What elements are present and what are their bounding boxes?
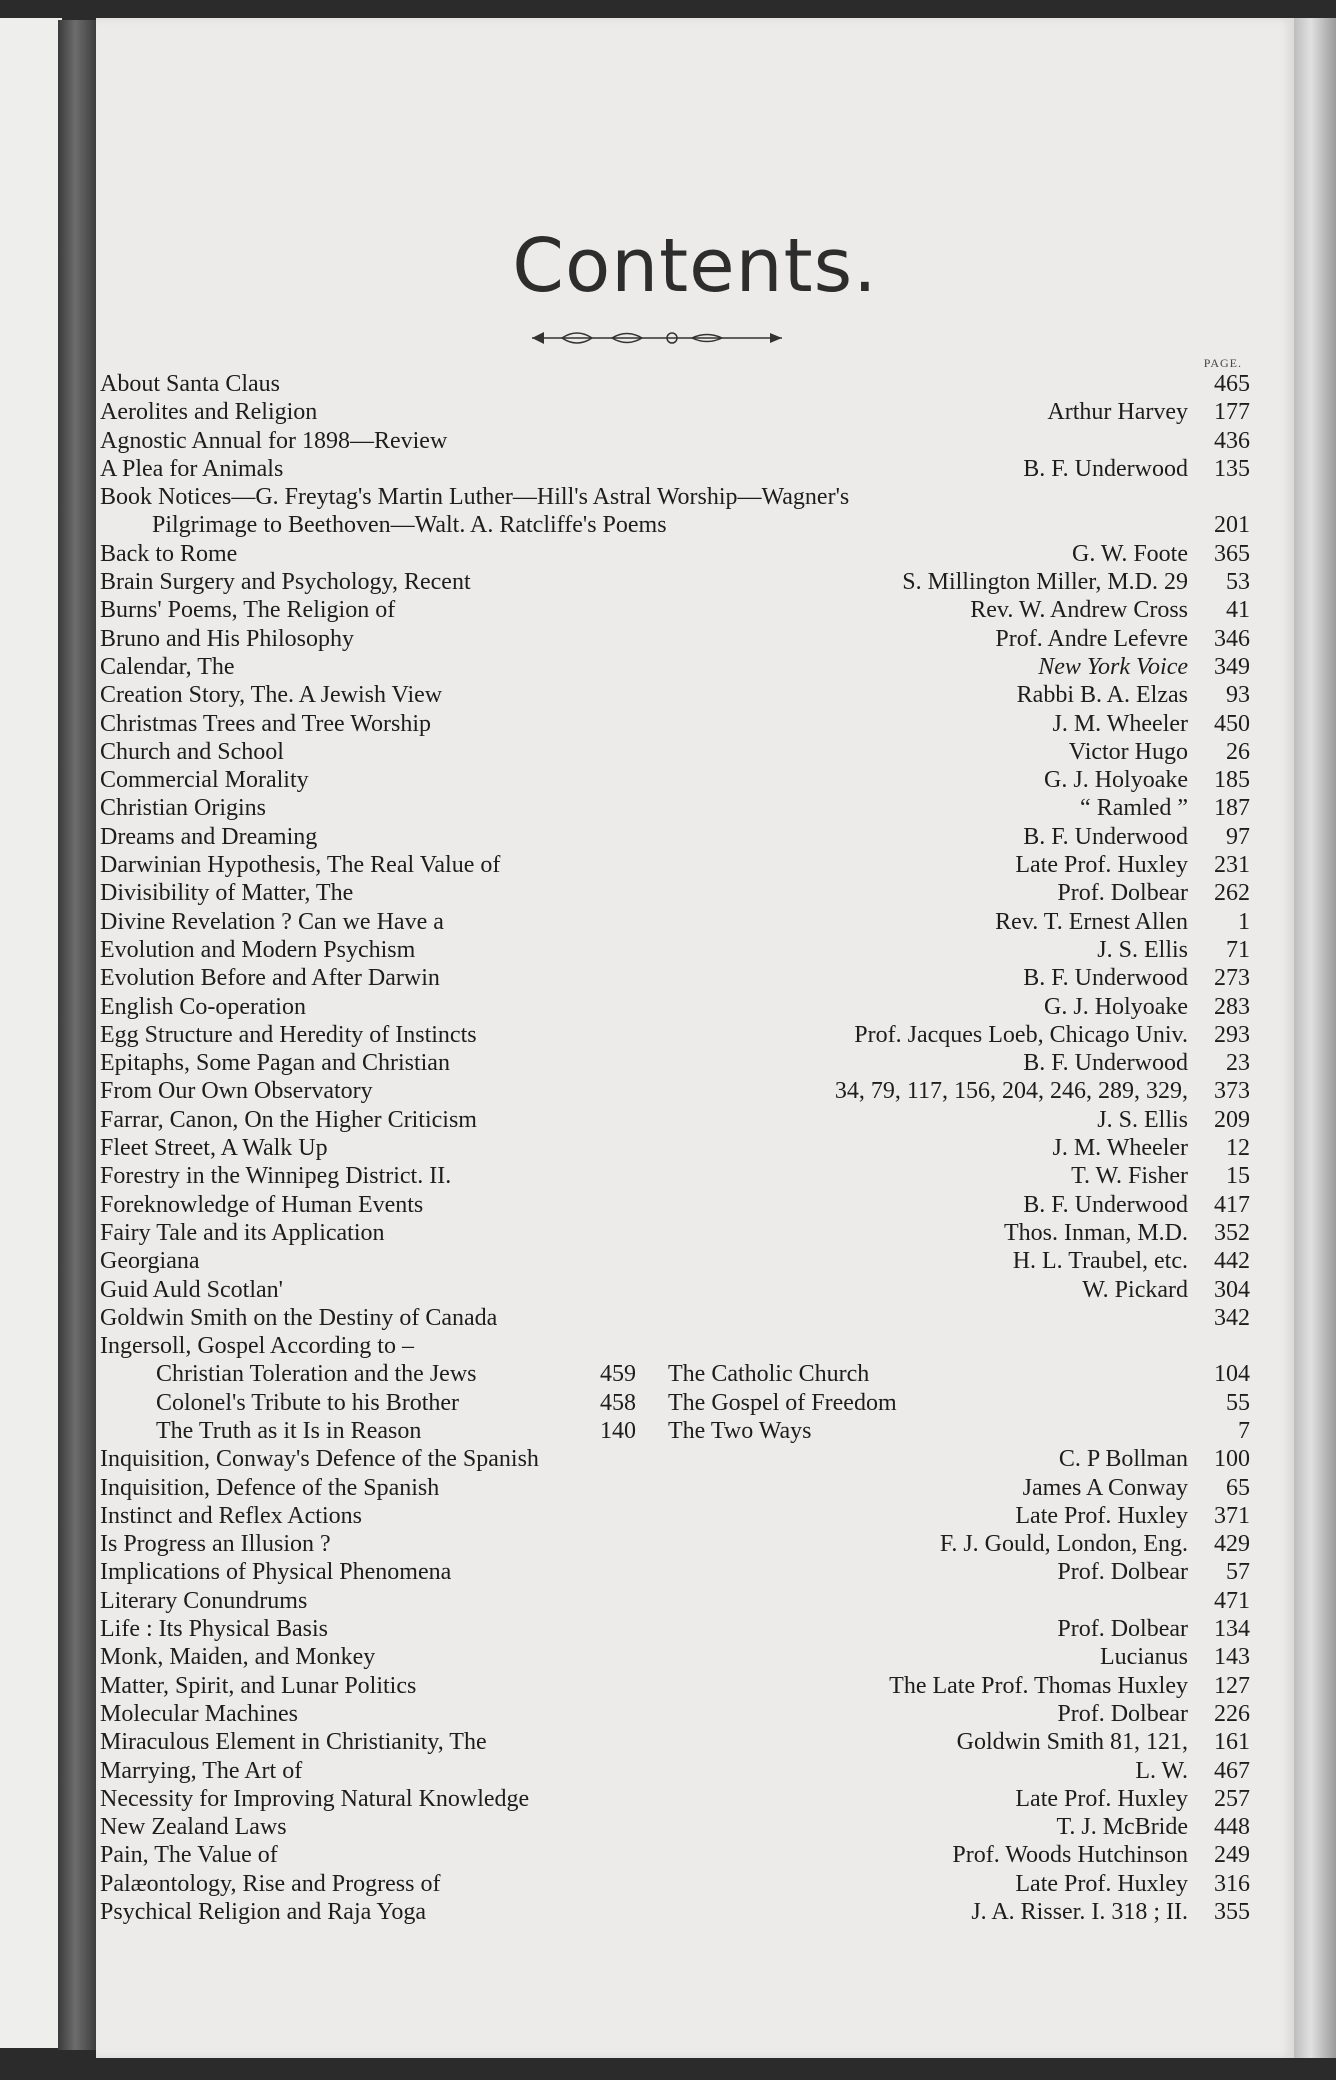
entry-author: J. S. Ellis [1097, 936, 1188, 963]
entry-title: Aerolites and Religion [100, 399, 318, 426]
entry-title: New Zealand Laws [100, 1814, 287, 1841]
entry-page: 304 [1214, 1276, 1250, 1303]
entry-title: From Our Own Observatory [100, 1078, 373, 1105]
contents-entry [100, 483, 1250, 511]
entry-author: “ Ramled ” [1080, 795, 1188, 822]
entry-author: James A Conway [1022, 1474, 1188, 1501]
contents-entry [100, 1757, 1250, 1785]
entry-author: J. A. Risser. I. 318 ; II. [971, 1899, 1188, 1926]
entry-page: 12 [1226, 1135, 1250, 1162]
entry-title: Egg Structure and Heredity of Instincts [100, 1021, 477, 1048]
entry-title: Matter, Spirit, and Lunar Politics [100, 1672, 417, 1699]
entry-page: 349 [1214, 653, 1250, 680]
entry-title: Goldwin Smith on the Destiny of Canada [100, 1304, 498, 1331]
contents-entry [100, 936, 1250, 964]
entry-author: B. F. Underwood [1023, 965, 1188, 992]
entry-author: Prof. Dolbear [1057, 880, 1188, 907]
entry-author: The Late Prof. Thomas Huxley [889, 1672, 1188, 1699]
subentry-page: 55 [1226, 1389, 1250, 1416]
entry-page: 355 [1214, 1899, 1250, 1926]
entry-title: Molecular Machines [100, 1700, 298, 1727]
entry-title: A Plea for Animals [100, 455, 284, 482]
entry-page: 283 [1214, 993, 1250, 1020]
entry-title: Monk, Maiden, and Monkey [100, 1644, 376, 1671]
entry-page: 15 [1226, 1163, 1250, 1190]
entry-title: Bruno and His Philosophy [100, 625, 355, 652]
entry-author: T. J. McBride [1056, 1814, 1188, 1841]
contents-entry [100, 1191, 1250, 1219]
entry-title: Divisibility of Matter, The [100, 880, 354, 907]
entry-author: Prof. Jacques Loeb, Chicago Univ. [854, 1021, 1188, 1048]
page-title: Contents. [512, 223, 878, 309]
entry-page: 465 [1214, 371, 1250, 397]
contents-entry [100, 1558, 1250, 1586]
entry-author: Late Prof. Huxley [1015, 852, 1188, 879]
subentry-title: The Gospel of Freedom [668, 1389, 897, 1416]
entry-author: W. Pickard [1082, 1276, 1188, 1303]
entry-title: Guid Auld Scotlan' [100, 1276, 283, 1303]
subentry-page: 459 [600, 1361, 636, 1388]
entry-page: 57 [1226, 1559, 1250, 1586]
contents-entry [100, 1898, 1250, 1926]
entry-title: Marrying, The Art of [100, 1757, 303, 1784]
contents-entry [100, 681, 1250, 709]
entry-page: 71 [1226, 936, 1250, 963]
entry-author: Goldwin Smith 81, 121, [956, 1729, 1188, 1756]
entry-page: 342 [1214, 1304, 1250, 1331]
entry-page: 93 [1226, 682, 1250, 709]
contents-entry [100, 1162, 1250, 1190]
contents-entry [100, 964, 1250, 992]
entry-author: T. W. Fisher [1071, 1163, 1188, 1190]
contents-entry [100, 398, 1250, 426]
contents-entry [100, 1502, 1250, 1530]
entry-page: 127 [1214, 1672, 1250, 1699]
entry-title: Literary Conundrums [100, 1587, 308, 1614]
entry-title: Brain Surgery and Psychology, Recent [100, 569, 471, 596]
contents-entry [100, 1870, 1250, 1898]
subentry-title: The Two Ways [668, 1417, 812, 1444]
contents-entry [100, 1134, 1250, 1162]
entry-author: Lucianus [1100, 1644, 1188, 1671]
entry-page: 143 [1214, 1644, 1250, 1671]
entry-title: Pilgrimage to Beethoven—Walt. A. Ratcliffe's Poems [152, 512, 667, 539]
contents-entry [100, 1021, 1250, 1049]
entry-page: 249 [1214, 1842, 1250, 1869]
entry-title: Divine Revelation ? Can we Have a [100, 908, 444, 935]
entry-page: 429 [1214, 1531, 1250, 1558]
entry-author: G. J. Holyoake [1044, 993, 1188, 1020]
contents-entry [100, 1247, 1250, 1275]
entry-author: G. J. Holyoake [1044, 767, 1188, 794]
adjacent-page-edge [0, 18, 62, 2048]
entry-title: Burns' Poems, The Religion of [100, 597, 396, 624]
entry-page: 365 [1214, 540, 1250, 567]
contents-entry [100, 1049, 1250, 1077]
contents-entry [100, 1785, 1250, 1813]
entry-title: Is Progress an Illusion ? [100, 1531, 331, 1558]
entry-page: 65 [1226, 1474, 1250, 1501]
entry-author: Rev. W. Andrew Cross [970, 597, 1188, 624]
entry-author: Rabbi B. A. Elzas [1016, 682, 1188, 709]
entry-title: Book Notices—G. Freytag's Martin Luther—Hill's Astral Worship—Wagner's [100, 484, 850, 511]
contents-entry [100, 1700, 1250, 1728]
contents-entry [100, 879, 1250, 907]
entry-author: 34, 79, 117, 156, 204, 246, 289, 329, [834, 1078, 1188, 1105]
entry-page: 293 [1214, 1021, 1250, 1048]
subentry-title: The Catholic Church [668, 1361, 870, 1388]
entry-page: 436 [1214, 427, 1250, 454]
entry-page: 26 [1226, 738, 1250, 765]
entry-author: S. Millington Miller, M.D. 29 [902, 569, 1188, 596]
page-fore-edge [1294, 18, 1336, 2058]
contents-entry [100, 1587, 1250, 1615]
entry-title: Life : Its Physical Basis [100, 1616, 328, 1643]
entry-title: Fairy Tale and its Application [100, 1219, 385, 1246]
entry-page: 134 [1214, 1616, 1250, 1643]
entry-title: Christmas Trees and Tree Worship [100, 710, 431, 737]
contents-entry [100, 823, 1250, 851]
entry-page: 97 [1226, 823, 1250, 850]
entry-title: Church and School [100, 738, 284, 765]
contents-entry [100, 738, 1250, 766]
entry-author: C. P Bollman [1058, 1446, 1188, 1473]
entry-page: 373 [1214, 1078, 1250, 1105]
entry-page: 23 [1226, 1050, 1250, 1077]
contents-entry [100, 540, 1250, 568]
entry-author: Prof. Dolbear [1057, 1616, 1188, 1643]
contents-entry [100, 908, 1250, 936]
contents-entry [100, 1445, 1250, 1473]
contents-entry [100, 1813, 1250, 1841]
entry-title: Georgiana [100, 1248, 200, 1275]
contents-entry [100, 851, 1250, 879]
entry-title: Pain, The Value of [100, 1842, 278, 1869]
contents-entry [100, 596, 1250, 624]
entry-author: Prof. Dolbear [1057, 1700, 1188, 1727]
page-column-label: PAGE. [1203, 356, 1242, 370]
entry-title: Epitaphs, Some Pagan and Christian [100, 1050, 450, 1077]
entry-author: J. M. Wheeler [1052, 1135, 1188, 1162]
entry-author: J. S. Ellis [1097, 1106, 1188, 1133]
entry-page: 450 [1214, 710, 1250, 737]
entry-page: 226 [1214, 1700, 1250, 1727]
entry-title: Back to Rome [100, 540, 238, 567]
contents-entry [100, 511, 1250, 539]
entry-title: Palæontology, Rise and Progress of [100, 1870, 441, 1897]
subentry-page: 140 [600, 1417, 636, 1444]
entry-page: 467 [1214, 1757, 1250, 1784]
entry-title: Instinct and Reflex Actions [100, 1502, 362, 1529]
entry-title: Necessity for Improving Natural Knowledge [100, 1785, 530, 1812]
entry-title: Agnostic Annual for 1898—Review [100, 427, 448, 454]
ingersoll-subentry-row [100, 1360, 1250, 1388]
contents-entry [100, 1643, 1250, 1671]
contents-entry [100, 455, 1250, 483]
contents-entry [100, 993, 1250, 1021]
entry-title: Implications of Physical Phenomena [100, 1559, 452, 1586]
entry-page: 185 [1214, 767, 1250, 794]
entry-author: Prof. Dolbear [1057, 1559, 1188, 1586]
entry-title: Dreams and Dreaming [100, 823, 318, 850]
entry-title: Creation Story, The. A Jewish View [100, 682, 443, 709]
entry-author: Rev. T. Ernest Allen [995, 908, 1188, 935]
contents-entry [100, 568, 1250, 596]
entry-page: 231 [1214, 852, 1250, 879]
entry-title: Calendar, The [100, 653, 235, 680]
entry-page: 371 [1214, 1502, 1250, 1529]
entry-title: Evolution Before and After Darwin [100, 965, 440, 992]
entry-title: Ingersoll, Gospel According to – [100, 1333, 414, 1360]
contents-entry [100, 1276, 1250, 1304]
entry-page: 448 [1214, 1814, 1250, 1841]
entry-author: Late Prof. Huxley [1015, 1502, 1188, 1529]
contents-entry [100, 1106, 1250, 1134]
contents-entry [100, 653, 1250, 681]
contents-entry [100, 1841, 1250, 1869]
subentry-page: 104 [1214, 1361, 1250, 1388]
entry-page: 352 [1214, 1219, 1250, 1246]
entry-page: 346 [1214, 625, 1250, 652]
entry-author: B. F. Underwood [1023, 455, 1188, 482]
entry-title: Christian Origins [100, 795, 266, 822]
entry-title: Foreknowledge of Human Events [100, 1191, 424, 1218]
contents-entry [100, 370, 1250, 398]
entry-author: B. F. Underwood [1023, 823, 1188, 850]
entry-author: L. W. [1135, 1757, 1188, 1784]
subentry-title: The Truth as it Is in Reason [156, 1417, 422, 1444]
entry-author: H. L. Traubel, etc. [1012, 1248, 1188, 1275]
entry-page: 177 [1214, 399, 1250, 426]
entry-page: 316 [1214, 1870, 1250, 1897]
subentry-page: 458 [600, 1389, 636, 1416]
contents-entry [100, 625, 1250, 653]
entry-author: F. J. Gould, London, Eng. [939, 1531, 1188, 1558]
entry-author: Arthur Harvey [1047, 399, 1188, 426]
subentry-title: Christian Toleration and the Jews [156, 1361, 477, 1388]
entry-page: 471 [1214, 1587, 1250, 1614]
entry-page: 41 [1226, 597, 1250, 624]
contents-entry [100, 710, 1250, 738]
contents-entry [100, 1530, 1250, 1558]
entry-page: 135 [1214, 455, 1250, 482]
entry-author: G. W. Foote [1071, 540, 1188, 567]
contents-entry [100, 1219, 1250, 1247]
entry-title: Darwinian Hypothesis, The Real Value of [100, 852, 501, 879]
entry-author: Late Prof. Huxley [1015, 1870, 1188, 1897]
book-spine [58, 20, 96, 2050]
entry-author: Victor Hugo [1068, 738, 1188, 765]
ingersoll-subentry-row [100, 1389, 1250, 1417]
entry-title: Farrar, Canon, On the Higher Criticism [100, 1106, 477, 1133]
ornament-divider-icon [522, 326, 792, 350]
entry-author: B. F. Underwood [1023, 1191, 1188, 1218]
entry-page: 161 [1214, 1729, 1250, 1756]
entry-title: Forestry in the Winnipeg District. II. [100, 1163, 452, 1190]
entry-page: 187 [1214, 795, 1250, 822]
subentry-page: 7 [1238, 1417, 1250, 1444]
entry-author: B. F. Underwood [1023, 1050, 1188, 1077]
contents-entry [100, 1332, 1250, 1360]
entry-author: Prof. Andre Lefevre [995, 625, 1188, 652]
contents-entry [100, 1304, 1250, 1332]
entry-title: English Co-operation [100, 993, 306, 1020]
entry-title: Evolution and Modern Psychism [100, 936, 416, 963]
entry-page: 257 [1214, 1785, 1250, 1812]
entry-page: 262 [1214, 880, 1250, 907]
entry-page: 1 [1238, 908, 1250, 935]
contents-entry [100, 794, 1250, 822]
entry-title: Miraculous Element in Christianity, The [100, 1729, 487, 1756]
entry-page: 100 [1214, 1446, 1250, 1473]
contents-list [100, 370, 1250, 1926]
entry-author: Thos. Inman, M.D. [1004, 1219, 1188, 1246]
entry-title: Commercial Morality [100, 767, 309, 794]
contents-entry [100, 1728, 1250, 1756]
entry-page: 201 [1214, 512, 1250, 539]
entry-author: J. M. Wheeler [1052, 710, 1188, 737]
contents-entry [100, 1672, 1250, 1700]
entry-author: New York Voice [1038, 653, 1188, 680]
contents-page [96, 18, 1294, 2058]
ingersoll-subentry-row [100, 1417, 1250, 1445]
entry-page: 442 [1214, 1248, 1250, 1275]
entry-page: 273 [1214, 965, 1250, 992]
entry-title: Psychical Religion and Raja Yoga [100, 1899, 426, 1926]
entry-title: Inquisition, Defence of the Spanish [100, 1474, 440, 1501]
subentry-title: Colonel's Tribute to his Brother [156, 1389, 460, 1416]
entry-title: Inquisition, Conway's Defence of the Spanish [100, 1446, 539, 1473]
contents-entry [100, 1077, 1250, 1105]
entry-page: 417 [1214, 1191, 1250, 1218]
contents-entry [100, 427, 1250, 455]
entry-page: 53 [1226, 569, 1250, 596]
contents-entry [100, 1474, 1250, 1502]
entry-page: 209 [1214, 1106, 1250, 1133]
entry-title: About Santa Claus [100, 371, 280, 397]
entry-title: Fleet Street, A Walk Up [100, 1135, 328, 1162]
contents-entry [100, 766, 1250, 794]
contents-entry [100, 1615, 1250, 1643]
entry-author: Prof. Woods Hutchinson [952, 1842, 1188, 1869]
entry-author: Late Prof. Huxley [1015, 1785, 1188, 1812]
